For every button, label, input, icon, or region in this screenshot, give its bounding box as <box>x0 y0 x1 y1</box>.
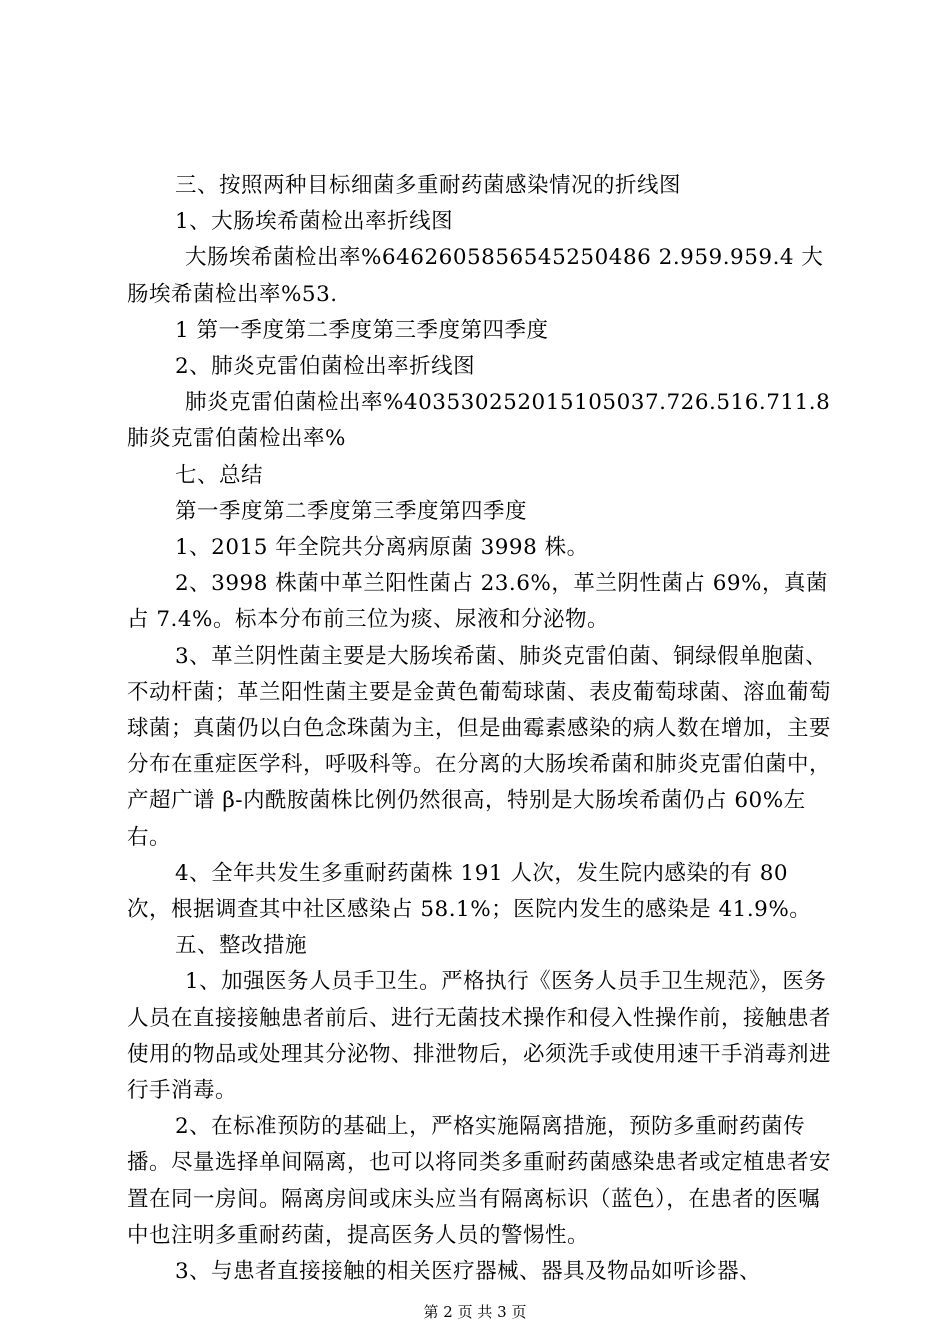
kpneumoniae-chart-residue-text: 肺炎克雷伯菌检出率%403530252015105037.726.516.711.8 肺炎克雷伯菌检出率% <box>127 390 838 452</box>
ecoli-chart-quarters-text: 1 第一季度第二季度第三季度第四季度 <box>175 317 549 343</box>
document-body <box>127 168 837 1290</box>
page-number-footer: 第 2 页 共 3 页 <box>423 1303 527 1321</box>
subheading-ecoli-chart: 1、大肠埃希菌检出率折线图 <box>175 209 454 235</box>
summary-item-2: 2、3998 株菌中革兰阳性菌占 23.6%，革兰阴性菌占 69%，真菌占 7.4%。标本分布前三位为痰、尿液和分泌物。 <box>127 571 828 633</box>
ecoli-chart-residue-text: 大肠埃希菌检出率%6462605856545250486 2.959.959.4 大肠埃希菌检出率%53. <box>127 245 824 307</box>
rectification-item-1: 1、加强医务人员手卫生。严格执行《医务人员手卫生规范》，医务人员在直接接触患者前后、进行无菌技术操作和侵入性操作前，接触患者使用的物品或处理其分泌物、排泄物后，必须洗手或使用速干手消毒剂进行手消毒。 <box>127 969 832 1104</box>
subheading-kpneumoniae-chart: 2、肺炎克雷伯菌检出率折线图 <box>175 354 476 380</box>
section-heading-line-chart: 三、按照两种目标细菌多重耐药菌感染情况的折线图 <box>175 173 682 198</box>
rectification-item-2: 2、在标准预防的基础上，严格实施隔离措施，预防多重耐药菌传播。尽量选择单间隔离，也可以将同类多重耐药菌感染患者或定植患者安置在同一房间。隔离房间或床头应当有隔离标识（蓝色），在患者的医嘱中也注明多重耐药菌，提高医务人员的警惕性。 <box>127 1114 832 1248</box>
summary-item-3: 3、革兰阴性菌主要是大肠埃希菌、肺炎克雷伯菌、铜绿假单胞菌、不动杆菌；革兰阳性菌主要是金黄色葡萄球菌、表皮葡萄球菌、溶血葡萄球菌；真菌仍以白色念珠菌为主，但是曲霉素感染的病人数在增加，主要分布在重症医学科，呼吸科等。在分离的大肠埃希菌和肺炎克雷伯菌中，产超广谱 β-内酰胺菌株比例仍然很高，特别是大肠埃希菌仍占 60%左右。 <box>127 643 832 850</box>
rectification-item-3: 3、与患者直接接触的相关医疗器械、器具及物品如听诊器、 <box>175 1259 762 1285</box>
summary-item-1: 1、2015 年全院共分离病原菌 3998 株。 <box>175 535 589 561</box>
summary-quarters-text: 第一季度第二季度第三季度第四季度 <box>175 498 528 524</box>
section-heading-summary: 七、总结 <box>175 462 264 488</box>
section-heading-rectification: 五、整改措施 <box>175 933 308 959</box>
summary-item-4: 4、全年共发生多重耐药菌株 191 人次，发生院内感染的有 80 次，根据调查其中社区感染占 58.1%；医院内发生的感染是 41.9%。 <box>127 860 812 923</box>
